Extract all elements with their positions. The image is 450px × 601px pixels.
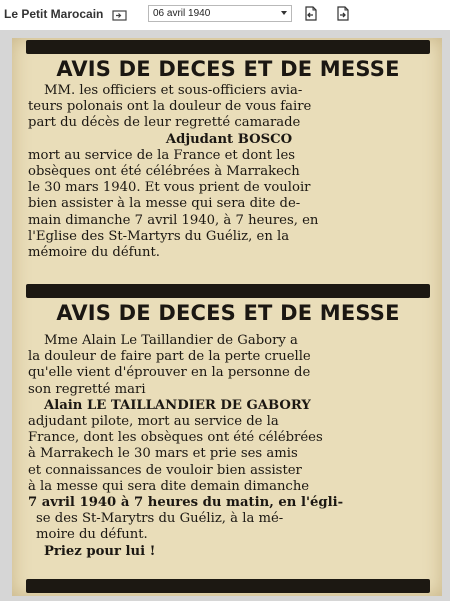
notice-line: bien assister à la messe qui sera dite de- xyxy=(28,196,301,212)
chevron-down-icon xyxy=(281,11,287,15)
notice-line: Alain LE TAILLANDIER DE GABORY xyxy=(44,397,311,413)
notice-line: MM. les officiers et sous-officiers avia- xyxy=(44,83,303,98)
notice-line: à Marrakech le 30 mars et prie ses amis xyxy=(28,446,298,462)
notice-line: moire du défunt. xyxy=(36,527,148,543)
black-rule xyxy=(26,284,430,298)
issue-date-select[interactable] xyxy=(148,5,292,22)
notice-heading: AVIS DE DECES ET DE MESSE xyxy=(56,57,400,81)
notice-line: Priez pour lui ! xyxy=(44,543,156,559)
notice-body xyxy=(28,333,430,560)
notice-line: Mme Alain Le Taillandier de Gabory a xyxy=(44,333,298,348)
notice-line: part du décès de leur regretté camarade xyxy=(28,115,301,131)
notice-body xyxy=(28,83,430,261)
notice-line: l'Eglise des St-Martyrs du Guéliz, en la xyxy=(28,228,290,244)
next-page-icon[interactable] xyxy=(335,5,351,27)
notice-line: Adjudant BOSCO xyxy=(165,131,293,147)
newspaper-issue-icon[interactable] xyxy=(112,8,128,26)
newspaper-clipping xyxy=(12,38,442,596)
notice-line: à la messe qui sera dite demain dimanche xyxy=(28,478,310,494)
notice-line: France, dont les obsèques ont été célébrées xyxy=(28,430,323,446)
notice-line: mémoire du défunt. xyxy=(28,245,161,261)
notice-line: mort au service de la France et dont les xyxy=(28,147,296,163)
notice-line: son regretté mari xyxy=(28,381,146,397)
notice-line: et connaissances de vouloir bien assister xyxy=(28,462,302,478)
issue-date-value: 06 avril 1940 xyxy=(153,8,211,19)
notice-heading: AVIS DE DECES ET DE MESSE xyxy=(56,301,400,325)
viewer-toolbar xyxy=(0,0,450,30)
page-viewer[interactable] xyxy=(0,30,450,601)
notice-line: obsèques ont été célébrées à Marrakech xyxy=(28,164,300,180)
notice-line: 7 avril 1940 à 7 heures du matin, en l'égli- xyxy=(28,495,344,511)
app-title: Le Petit Marocain xyxy=(4,7,104,21)
black-rule xyxy=(26,579,430,593)
notice-line: la douleur de faire part de la perte cruelle xyxy=(28,349,311,365)
notice-line: teurs polonais ont la douleur de vous faire xyxy=(28,99,312,115)
notice-line: se des St-Marytrs du Guéliz, à la mé- xyxy=(36,511,284,527)
notice-line: adjudant pilote, mort au service de la xyxy=(28,414,279,430)
notice-line: main dimanche 7 avril 1940, à 7 heures, en xyxy=(28,212,319,228)
notice-line: le 30 mars 1940. Et vous prient de vouloir xyxy=(28,180,311,196)
black-rule xyxy=(26,40,430,54)
previous-page-icon[interactable] xyxy=(303,5,319,27)
notice-line: qu'elle vient d'éprouver en la personne de xyxy=(28,365,311,381)
